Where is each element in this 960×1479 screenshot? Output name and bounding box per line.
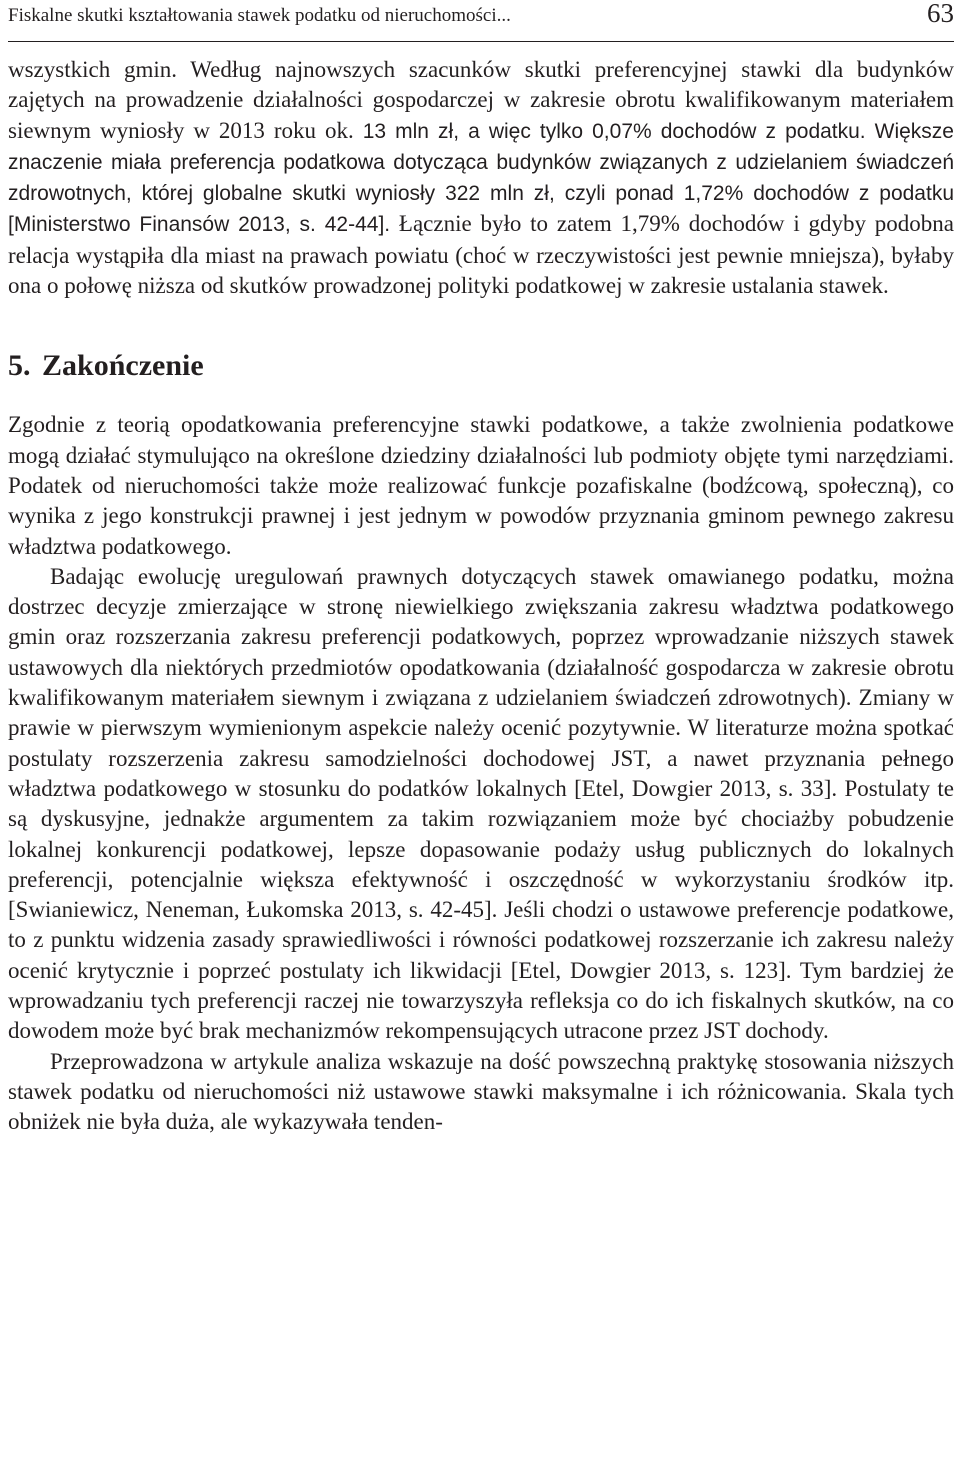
paragraph-text-serif: Łącznie było to zatem 1,79% dochodów i gdyby podobna relacja wystąpiła dla miast na prawach powiatu (choć w rzeczywistości jest pewnie mniejsza), byłaby ona o połowę niższa od skutków prowadzonej polityki podatkowej w zakresie ustalania stawek. [8, 211, 954, 299]
page [8, 0, 954, 1138]
running-title: Fiskalne skutki kształtowania stawek podatku od nieruchomości... [8, 5, 511, 26]
paragraph-text-serif: wszystkich gmin. Według najnowszych szacunków skutki preferencyjnej stawki dla budynków zajętych na prowadzenie działalności gospodarczej w zakresie obrotu kwalifikowanym materiałem siewnym wyniosły w 2013 roku ok. [8, 57, 954, 143]
paragraph: Zgodnie z teorią opodatkowania preferencyjne stawki podatkowe, a także zwolnienia podatkowe mogą działać stymulująco na określone dziedziny działalności lub podmioty objęte tymi narzędziami. Podatek od nieruchomości także może realizować funkcje pozafiskalne (bodźcową, społeczną), co wynika z jego konstrukcji prawnej i jest jednym w powodów przyznania gminom pewnego zakresu władztwa podatkowego. [8, 412, 954, 559]
paragraph-text-space [866, 118, 875, 143]
paragraph: Przeprowadzona w artykule analiza wskazuje na dość powszechną praktykę stosowania niższych stawek podatku od nieruchomości niż ustawowe stawki maksymalne i ich różnicowania. Skala tych obniżek nie była duża, ale wykazywała tenden- [8, 1048, 954, 1135]
body-text [8, 55, 954, 1138]
paragraph: Badając ewolucję uregulowań prawnych dotyczących stawek omawianego podatku, można dostrzec decyzje zmierzające w stronę niewielkiego zwiększania zakresu władztwa podatkowego gmin oraz rozszerzania zakresu preferencji podatkowych, poprzez wprowadzanie niższych stawek ustawowych dla niektórych przedmiotów opodatkowania (działalność gospodarcza w zakresie obrotu kwalifikowanym materiałem siewnym i związana z udzielaniem świadczeń zdrowotnych). Zmiany w prawie w pierwszym wymienionym aspekcie należy ocenić pozytywnie. W literaturze można spotkać postulaty rozszerzenia zakresu samodzielności dochodowej JST, a nawet przyznania pełnego władztwa podatkowego w stosunku do podatków lokalnych [Etel, Dowgier 2013, s. 33]. Postulaty te są dyskusyjne, jednakże argumentem za takim rozwiązaniem może być chociażby pobudzenie lokalnej konkurencji podatkowej, lepsze dopasowanie podaży usług publicznych do lokalnych preferencji, potencjalnie większa efektywność i oszczędność w wykorzystaniu środków itp. [Swianiewicz, Neneman, Łukomska 2013, s. 42-45]. Jeśli chodzi o ustawowe preferencje podatkowe, to z punktu widzenia zasady sprawiedliwości i równości podatkowej rozszerzanie ich zakresu należy ocenić krytycznie i poprzeć postulaty ich likwidacji [Etel, Dowgier 2013, s. 123]. Tym bardziej że wprowadzaniu tych preferencji raczej nie towarzyszyła refleksja co do ich fiskalnych skutków, na co dowodem może być brak mechanizmów rekompensujących utracone przez JST dochody. [8, 563, 954, 1044]
paragraph-text-sans: Większe znaczenie miała preferencja podatkowa dotycząca budynków związanych z udzielaniem świadczeń zdrowotnych, której globalne skutki wyniosły 322 mln zł, czyli ponad 1,72% dochodów z podatku [Ministerstwo Finansów 2013, s. 42-44]. [8, 119, 954, 237]
running-header [8, 0, 954, 42]
paragraph-continuation [8, 55, 954, 301]
section-heading [8, 348, 954, 384]
paragraph-text-sans: 13 mln zł, a więc tylko 0,07% dochodów z podatku. [362, 119, 866, 143]
section-number: 5. [8, 349, 31, 383]
page-number: 63 [927, 0, 954, 28]
section-title: Zakończenie [42, 349, 204, 383]
